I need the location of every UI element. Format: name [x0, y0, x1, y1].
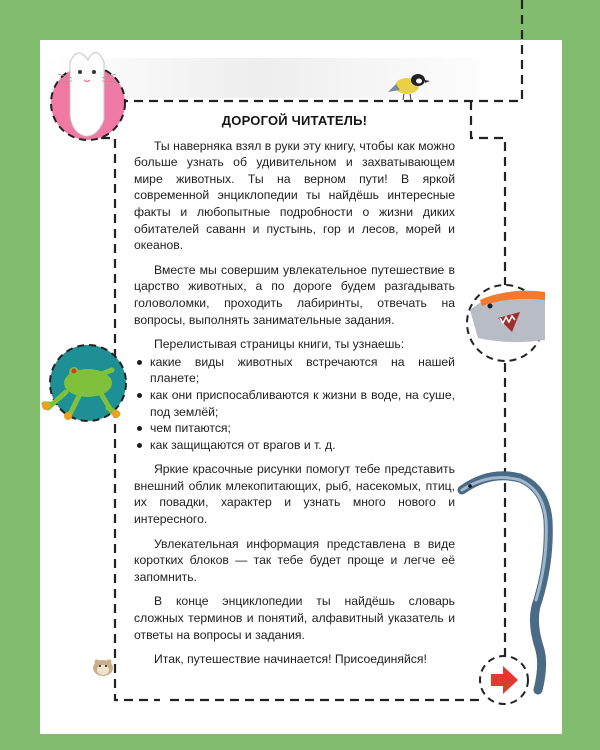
- paragraph-2: Вместе мы совершим увлекательное путешествие в царство животных, а по дороге будем разгадывать головоломки, проходить лабиринты, отвечать на вопросы, выполнять занимательные задания.: [134, 262, 455, 327]
- paragraph-5: Увлекательная информация представлена в виде коротких блоков — так тебе будет проще и легче её запомнить.: [134, 536, 455, 584]
- bird-illustration: [388, 74, 430, 100]
- hamster-illustration: [93, 660, 113, 677]
- page-title: ДОРОГОЙ ЧИТАТЕЛЬ!: [221, 113, 368, 128]
- shark-illustration: [467, 285, 545, 361]
- topics-list: [134, 354, 455, 454]
- list-item: чем питаются;: [134, 420, 455, 437]
- paragraph-3: Перелистывая страницы книги, ты узнаешь:: [154, 337, 405, 352]
- paragraph-7: Итак, путешествие начинается! Присоединяйся!: [154, 652, 427, 667]
- list-item: какие виды животных встречаются на нашей планете;: [134, 354, 455, 387]
- paragraph-4: Яркие красочные рисунки помогут тебе представить внешний облик млекопитающих, рыб, насекомых, птиц, их повадки, характер и узнать много нового и интересного.: [134, 462, 455, 527]
- frog-illustration: [42, 345, 126, 421]
- cat-illustration: [51, 52, 125, 140]
- paragraph-1: Ты наверняка взял в руки эту книгу, чтобы как можно больше узнать об удивительном и захватывающем мире животных. Ты на верном пути! В яркой современной энциклопедии ты найдёшь интересные факты и любопытные подробности о жизни диких обитателей саванн и пустынь, гор и лесов, морей и океанов.: [134, 138, 455, 253]
- paragraph-6: В конце энциклопедии ты найдёшь словарь сложных терминов и понятий, алфавитный указатель и ответы на вопросы и задания.: [134, 594, 455, 642]
- list-item: как они приспосабливаются к жизни в воде, на суше, под землёй;: [134, 387, 455, 420]
- intro-text: [134, 113, 455, 676]
- next-page-arrow[interactable]: [480, 656, 528, 704]
- list-item: как защищаются от врагов и т. д.: [134, 437, 455, 454]
